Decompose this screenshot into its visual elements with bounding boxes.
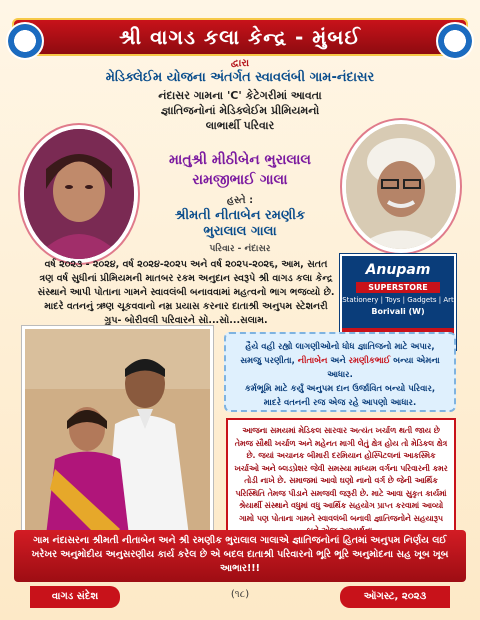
portrait-man-image bbox=[346, 124, 456, 249]
poem-text: બન્યા એમના આધાર. bbox=[327, 356, 440, 380]
title-banner bbox=[12, 18, 468, 56]
portrait-woman-image bbox=[24, 129, 134, 259]
organization-logo-right bbox=[436, 22, 474, 60]
poem-text: અને bbox=[327, 356, 349, 366]
beneficiary-description bbox=[80, 88, 400, 133]
hands-name-line2: ભુરાલાલ ગાલા bbox=[203, 224, 277, 239]
scheme-heading: મેડિક્લેઈમ યોજના અંતર્ગત સ્વાવલંબી ગામ-નંદાસર bbox=[105, 70, 375, 85]
couple-photo-image bbox=[25, 329, 210, 544]
publication-name: વાગડ સંદેશ bbox=[30, 586, 120, 608]
medical-message-box: આજના સમયમાં મેડિકલ સારવાર અત્યંત ખર્ચાળ થતી જાય છે તેમજ સૌથી ખર્ચાળ અને મહેનત માગી લેતું ક્ષેત્ર હોય તો મેડિકલ ક્ષેત્ર છે. જયાં અચાનક બીમારી દરમિયાન હોસ્પિટલનાં આકસ્મિક ખર્ચાઓ અને બ્લડપ્રેશર જેવી સમસ્યા માધ્યમ વર્ગના પરિવારની કમર તોડી નાખે છે. સમાજમાં આવો ઘણો નાનો વર્ગ છે જેની આર્થિક પરિસ્થિતિ તેમજ પીડાને સમજવી જરૂરી છે. માટે આવા સુકૃત કાર્યમાં શ્રેયાર્થી સંસ્થાને વધુમાં વધુ આર્થિક સહયોગ પ્રાપ્ત કરવામાં આવ્યો ગામો પણ પોતાના ગામને સ્વાવલંબી બનાવી જ્ઞાતિજનોને સહયારૂપ bbox=[226, 418, 456, 538]
hands-of-label: હસ્તે : bbox=[226, 195, 254, 206]
portrait-man bbox=[342, 120, 460, 253]
ad-brand: Anupam bbox=[365, 262, 431, 278]
highlight-name-nitaben: નીતાબેન bbox=[297, 356, 328, 366]
donor-name-line2: રામજીભાઈ ગાલા bbox=[192, 172, 288, 188]
ad-location: Borivali (W) bbox=[371, 307, 425, 316]
ad-categories: Stationery | Toys | Gadgets | Art bbox=[342, 296, 454, 304]
by-label: દ્વારા bbox=[230, 58, 250, 69]
poem-text: સમજુ પરણીતા, bbox=[240, 356, 298, 366]
beneficiary-line: જ્ઞાતિજનોનાં મેડિક્લેઈમ પ્રીમિયમનો bbox=[160, 104, 320, 117]
beneficiary-line: લાભાર્થી પરિવાર bbox=[205, 119, 275, 132]
issue-date: ઑગસ્ટ, ૨૦૨૩ bbox=[340, 586, 450, 608]
poem-box bbox=[224, 332, 456, 412]
page-number: (૧૮) bbox=[230, 589, 250, 600]
thanks-banner: ગામ નંદાસરના શ્રીમતી નીતાબેન અને શ્રી રમણીક ભુરાલાલ ગાલાએ જ્ઞાતિજનોનાં હિતમાં અનુપમ નિર્ણય લઈ ખરેખર અનુમોદીય અનુસરણીય કાર્ય કરેલ છે એ બદલ દાતાશ્રી પરિવારનો ભૂરિ ભૂરિ અનુમોદના સહ ખૂબ ખૂબ આભાર!!! bbox=[14, 530, 466, 582]
couple-photo bbox=[22, 326, 213, 547]
donation-paragraph: વર્ષ ૨૦૨૩ - ૨૦૨૪, વર્ષ ૨૦૨૪-૨૦૨૫ અને વર્ષ ૨૦૨૫-૨૦૨૬, આમ, સતત ત્રણ વર્ષ સુધીનાં પ્રીમિયમની માતબર રકમ અનુદાન સ્વરૂપે શ્રી વાગડ કલા કેન્દ્ર સંસ્થાને આપી પોતાના ગામને સ્વાવલંબી બનાવવામાં મહત્વનો ભાગ ભજવ્યો છે. માદરે વતનનું ઋણ ચૂકવવાનો નમ્ર પ્રયાસ કરનાર દાતાશ્રી અનુપમ સ્ટેશનરી ગ્રુપ- બોરીવલી પરિવારને સો...સો...સલામ. bbox=[37, 259, 335, 326]
hands-of-names bbox=[140, 208, 340, 240]
poem-line: હૈયે વહી રહ્યો લાગણીઓનો ધોધ જ્ઞાતિજનો માટે અપાર, bbox=[245, 342, 435, 352]
poem-line: કર્મભૂમિ માટે કર્યું અનુપમ દાન ઉર્જાવિત બન્યો પરિવાર, bbox=[244, 384, 436, 394]
family-label: પરિવાર - નંદાસર bbox=[209, 244, 271, 254]
highlight-name-ramnikbhai: રમણીકભાઈ bbox=[348, 356, 391, 366]
page-title: શ્રી વાગડ કલા કેન્દ્ર - મુંબઈ bbox=[119, 25, 361, 49]
portrait-woman bbox=[20, 125, 138, 263]
ad-store-label: SUPERSTORE bbox=[356, 282, 440, 293]
beneficiary-line: નંદાસર ગામના 'C' કેટેગરીમાં આવતા bbox=[158, 89, 322, 102]
poem-line bbox=[232, 354, 448, 382]
poem-line: માદરે વતનની રજ એજ રહે આપણો આધાર. bbox=[263, 398, 417, 408]
donor-name-line1: માતુશ્રી મીઠીબેન ભુરાલાલ bbox=[169, 152, 311, 168]
organization-logo-left bbox=[6, 22, 44, 60]
hands-name-line1: શ્રીમતી નીતાબેન રમણીક bbox=[174, 208, 306, 223]
footer bbox=[0, 586, 480, 610]
